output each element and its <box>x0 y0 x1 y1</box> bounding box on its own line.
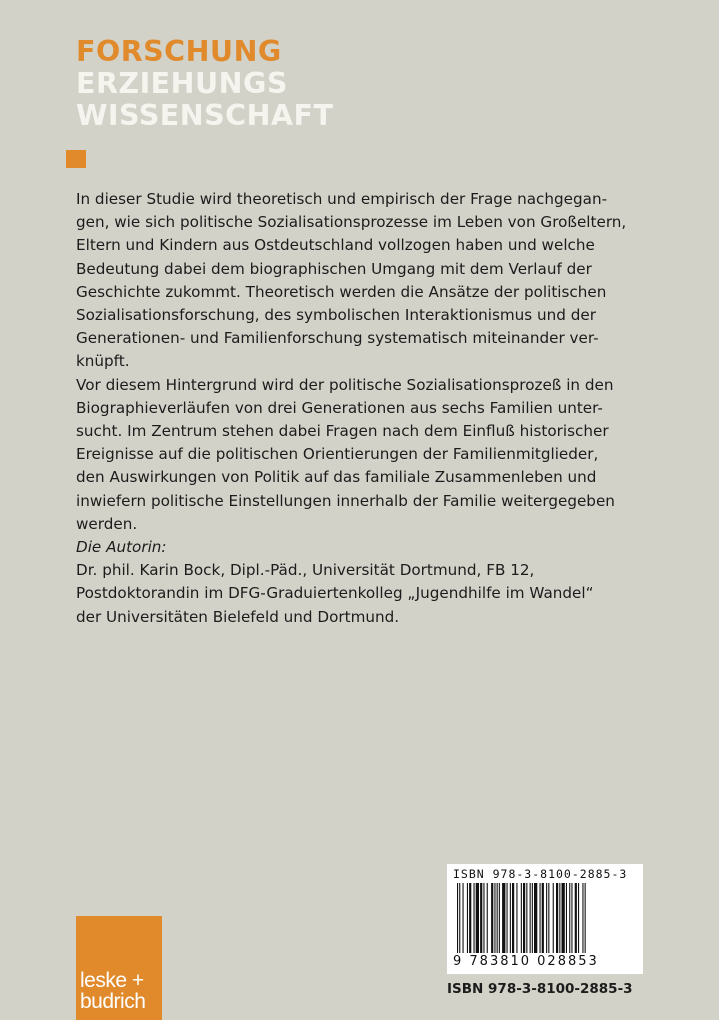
barcode-bar <box>553 883 554 953</box>
barcode-bar <box>526 883 527 953</box>
barcode-bar <box>507 883 508 953</box>
text-line: Eltern und Kindern aus Ostdeutschland vollzogen haben und welche <box>76 236 595 255</box>
author-line: der Universitäten Bielefeld und Dortmund. <box>76 607 400 626</box>
text-line: den Auswirkungen von Politik auf das familiale Zusammenleben und <box>76 468 597 487</box>
barcode-bar <box>559 883 560 953</box>
barcode-bar <box>523 883 525 953</box>
text-line: knüpft. <box>76 352 130 371</box>
barcode-bar <box>521 883 522 953</box>
author-info <box>76 536 656 629</box>
barcode-bar <box>575 883 577 953</box>
barcode-bar <box>512 883 514 953</box>
text-line: Ereignisse auf die politischen Orientierungen der Familienmitglieder, <box>76 445 599 464</box>
barcode-bar <box>556 883 558 953</box>
text-line: Bedeutung dabei dem biographischen Umgang mit dem Verlauf der <box>76 259 592 278</box>
barcode-bar <box>548 883 549 953</box>
barcode-bar <box>487 883 488 953</box>
text-line: werden. <box>76 514 138 533</box>
barcode-bar <box>546 883 547 953</box>
barcode-bar <box>483 883 484 953</box>
blurb-paragraph-2 <box>76 374 656 536</box>
barcode-bar <box>578 883 579 953</box>
barcode-bar <box>476 883 479 953</box>
text-line: Vor diesem Hintergrund wird der politische Sozialisationsprozeß in den <box>76 375 614 394</box>
barcode-bar <box>497 883 498 953</box>
publisher-logo-line-1: leske + <box>80 969 144 992</box>
text-line: Sozialisationsforschung, des symbolischen Interaktionismus und der <box>76 306 596 325</box>
text-line: gen, wie sich politische Sozialisationsprozesse im Leben von Großeltern, <box>76 213 627 232</box>
text-line: Biographieverläufen von drei Generationen aus sechs Familien unter- <box>76 398 603 417</box>
barcode-bar <box>510 883 511 953</box>
barcode-digits: 9 783810 028853 <box>453 954 599 969</box>
barcode-bar <box>582 883 583 953</box>
text-line: Generationen- und Familienforschung systematisch miteinander ver- <box>76 329 599 348</box>
barcode-bar <box>459 883 460 953</box>
text-line: In dieser Studie wird theoretisch und empirisch der Frage nachgegan- <box>76 190 608 208</box>
series-title-line-1: FORSCHUNG <box>76 35 282 68</box>
barcode-bar <box>499 883 500 953</box>
barcode-bar <box>571 883 572 953</box>
barcode-bar <box>562 883 565 953</box>
barcode-bar <box>457 883 458 953</box>
publisher-logo-line-2: budrich <box>80 990 146 1013</box>
barcode-bar <box>532 883 533 953</box>
barcode-bar <box>516 883 517 953</box>
barcode-bar <box>469 883 471 953</box>
text-line: Geschichte zukommt. Theoretisch werden die Ansätze der politischen <box>76 282 607 301</box>
barcode-bar <box>502 883 505 953</box>
barcode-bar <box>530 883 531 953</box>
text-line: inwiefern politische Einstellungen innerhalb der Familie weitergegeben <box>76 491 615 510</box>
isbn-number: ISBN 978-3-8100-2885-3 <box>447 981 633 997</box>
barcode <box>447 864 643 974</box>
barcode-bar <box>540 883 541 953</box>
blurb <box>76 188 656 629</box>
barcode-bar <box>542 883 544 953</box>
publisher-logo <box>76 916 162 1020</box>
barcode-bar <box>566 883 567 953</box>
barcode-isbn-text: ISBN 978-3-8100-2885-3 <box>453 867 628 881</box>
barcode-bar <box>467 883 468 953</box>
author-line: Dr. phil. Karin Bock, Dipl.-Päd., Universität Dortmund, FB 12, <box>76 561 535 580</box>
barcode-bar <box>585 883 586 953</box>
barcode-bar <box>494 883 495 953</box>
blurb-paragraph-1 <box>76 188 656 374</box>
text-line: sucht. Im Zentrum stehen dabei Fragen nach dem Einfluß historischer <box>76 422 609 441</box>
series-title-line-2: ERZIEHUNGS <box>76 67 288 100</box>
series-title-line-3: WISSENSCHAFT <box>76 99 334 132</box>
orange-square-marker <box>66 150 86 168</box>
barcode-bar <box>534 883 537 953</box>
barcode-bar <box>463 883 464 953</box>
barcode-bars <box>455 883 637 953</box>
author-line: Postdoktorandin im DFG-Graduiertenkolleg „Jugendhilfe im Wandel“ <box>76 584 594 603</box>
series-title <box>76 36 333 132</box>
barcode-bar <box>480 883 482 953</box>
barcode-bar <box>474 883 475 953</box>
author-label: Die Autorin: <box>76 538 167 557</box>
barcode-bar <box>569 883 570 953</box>
barcode-bar <box>491 883 493 953</box>
